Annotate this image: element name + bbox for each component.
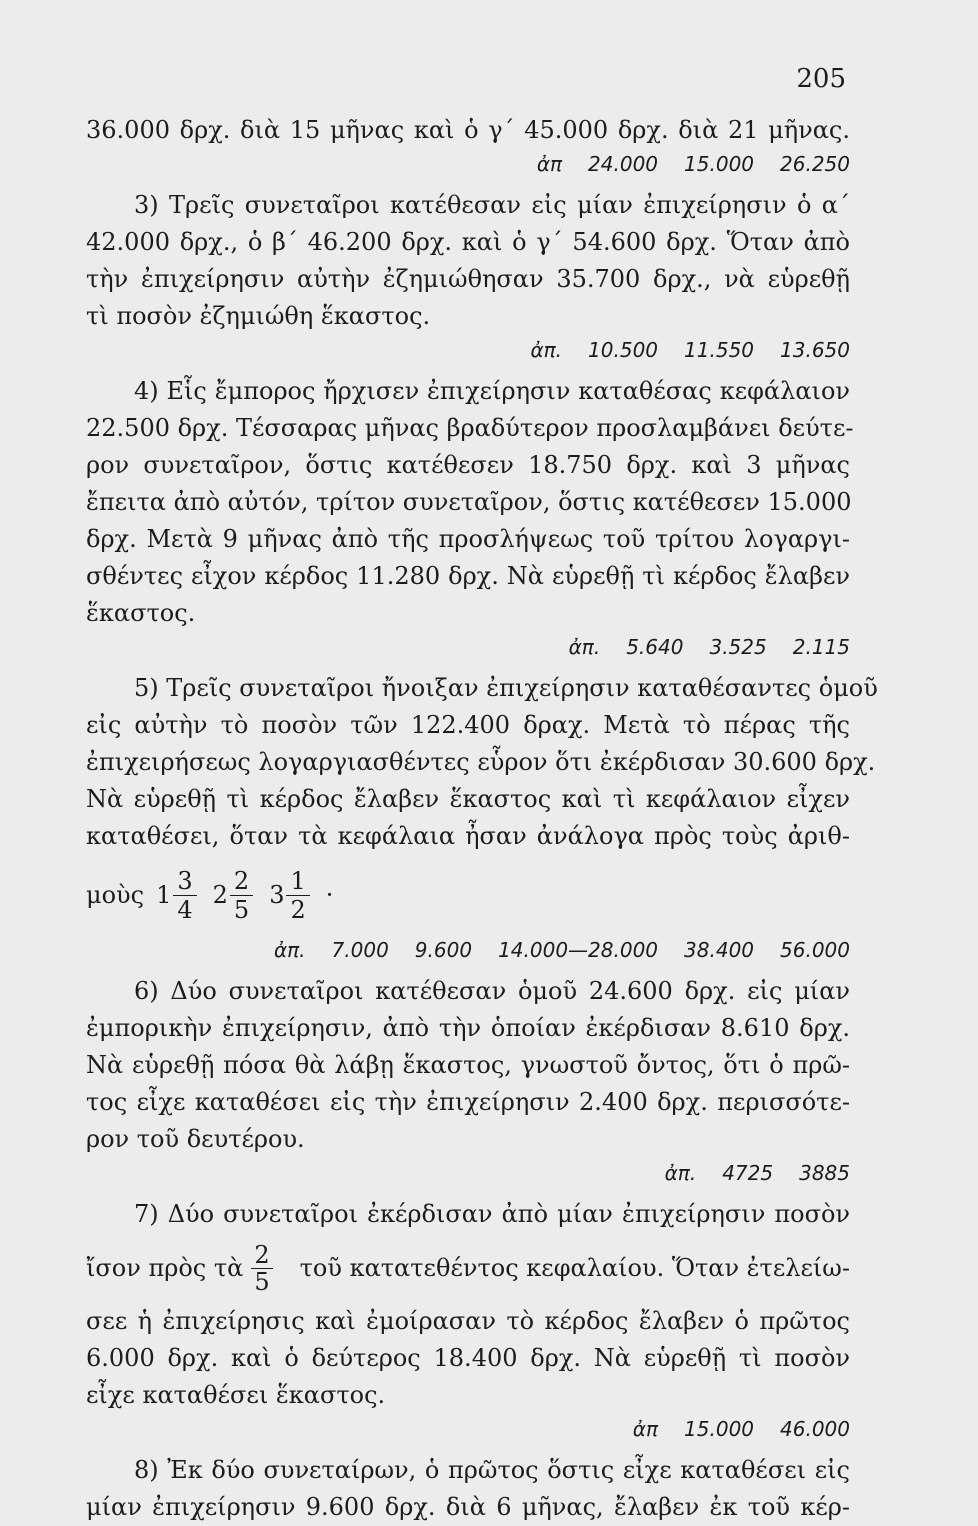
text-line: 36.000 δρχ. διὰ 15 μῆνας καὶ ὁ γ΄ 45.000 δρχ. διὰ 21 μῆνας. [86,116,850,144]
answer-line: ἀπ. 7.000 9.600 14.000—28.000 38.400 56.000 [273,938,850,962]
exercise-7 [86,1196,850,1444]
text-line: ρον συνεταῖρον, ὅστις κατέθεσεν 18.750 δρχ. καὶ 3 μῆνας [86,451,850,479]
text-line: καταθέσει, ὅταν τὰ κεφάλαια ἦσαν ἀνάλογα πρὸς τοὺς ἀριθ- [86,822,850,850]
mixed-number: 1 $\frac{3}{4}$ [156,867,201,924]
answer-line: ἀπ. 5.640 3.525 2.115 [568,635,850,659]
text-line: ἔπειτα ἀπὸ αὐτόν, τρίτον συνεταῖρον, ὅστις κατέθεσεν 15.000 [86,488,852,516]
mixed-number: 2 $\frac{2}{5}$ [213,867,258,924]
text-line: 42.000 δρχ., ὁ β΄ 46.200 δρχ. καὶ ὁ γ΄ 54.600 δρχ. Ὅταν ἀπὸ [86,228,850,256]
text-line: 6.000 δρχ. καὶ ὁ δεύτερος 18.400 δρχ. Νὰ εὑρεθῇ τὶ ποσὸν [86,1344,850,1372]
text-line: εἶχε καταθέσει ἕκαστος. [86,1381,386,1409]
text-line: 6) Δύο συνεταῖροι κατέθεσαν ὁμοῦ 24.600 δρχ. εἰς μίαν [134,977,850,1005]
text-line: ἐμπορικὴν ἐπιχείρησιν, ἀπὸ τὴν ὁποίαν ἐκέρδισαν 8.610 δρχ. [86,1014,850,1042]
text-line: μίαν ἐπιχείρησιν 9.600 δρχ. διὰ 6 μῆνας, ἔλαβεν ἐκ τοῦ κέρ- [86,1493,850,1521]
mixed-numbers-line: μοὺς 1 $\frac{3}{4}$ 2 $\frac{2}{5}$ 3 $\frac{1}{2}$ · [86,866,334,924]
text-line: 8) Ἐκ δύο συνεταίρων, ὁ πρῶτος ὅστις εἶχε καταθέσει εἰς [134,1456,850,1484]
text-line: σθέντες εἶχον κέρδος 11.280 δρχ. Νὰ εὑρεθῇ τὶ κέρδος ἔλαβεν [86,562,850,590]
text-line-with-fraction: ἴσον πρὸς τὰ 2 5 τοῦ κατατεθέντος κεφαλαίου. Ὅταν ἐτελείω- [86,1240,850,1296]
text-line: Νὰ εὑρεθῇ τὶ κέρδος ἔλαβεν ἕκαστος καὶ τὶ κεφάλαιον εἶχεν [86,785,850,813]
exercise-8 [86,1452,850,1526]
text-line: 5) Τρεῖς συνεταῖροι ἤνοιξαν ἐπιχείρησιν καταθέσαντες ὁμοῦ [134,674,878,702]
fraction: $\frac{3}{4}$ [173,867,196,924]
answer-line: ἀπ 15.000 46.000 [632,1417,850,1441]
text-line: δρχ. Μετὰ 9 μῆνας ἀπὸ τῆς προσλήψεως τοῦ τρίτου λογαργι- [86,525,850,553]
text-line: ἐπιχειρήσεως λογαργιασθέντες εὗρον ὅτι ἐκέρδισαν 30.600 δρχ. [86,748,876,776]
text-line: 3) Τρεῖς συνεταῖροι κατέθεσαν εἰς μίαν ἐπιχείρησιν ὁ α΄ [134,191,850,219]
text-line: τὴν ἐπιχείρησιν αὐτὴν ἐζημιώθησαν 35.700 δρχ., νὰ εὑρεθῇ [86,265,850,293]
text-line: ρον τοῦ δευτέρου. [86,1125,305,1153]
text-line: σεε ἡ ἐπιχείρησις καὶ ἐμοίρασαν τὸ κέρδος ἔλαβεν ὁ πρῶτος [86,1307,850,1335]
text-line: εἰς αὐτὴν τὸ ποσὸν τῶν 122.400 δραχ. Μετὰ τὸ πέρας τῆς [86,711,850,739]
page-number: 205 [796,64,846,94]
mixed-number: 3 $\frac{1}{2}$ [269,867,314,924]
fraction: $\frac{1}{2}$ [286,867,309,924]
fraction: $\frac{2}{5}$ [230,867,253,924]
exercise-6 [86,973,850,1188]
text-line: τὶ ποσὸν ἐζημιώθη ἕκαστος. [86,302,431,330]
fraction: 2 5 [251,1242,272,1295]
exercise-3 [86,187,850,365]
text-line: ἕκαστος. [86,599,196,627]
text-line: 7) Δύο συνεταῖροι ἐκέρδισαν ἀπὸ μίαν ἐπιχείρησιν ποσὸν [134,1200,850,1228]
text-line: 4) Εἷς ἔμπορος ἤρχισεν ἐπιχείρησιν καταθέσας κεφάλαιον [134,377,850,405]
text-line: Νὰ εὑρεθῇ πόσα θὰ λάβῃ ἕκαστος, γνωστοῦ ὄντος, ὅτι ὁ πρῶ- [86,1051,850,1079]
exercise-4 [86,373,854,662]
page-text [86,112,878,1526]
answer-line: ἀπ. 4725 3885 [664,1161,850,1185]
answer-line: ἀπ 24.000 15.000 26.250 [536,152,850,176]
answer-line: ἀπ. 10.500 11.550 13.650 [530,338,850,362]
text-line: τος εἶχε καταθέσει εἰς τὴν ἐπιχείρησιν 2.400 δρχ. περισσότε- [86,1088,850,1116]
text-line: 22.500 δρχ. Τέσσαρας μῆνας βραδύτερον προσλαμβάνει δεύτε- [86,414,854,442]
exercise-5 [86,670,878,965]
